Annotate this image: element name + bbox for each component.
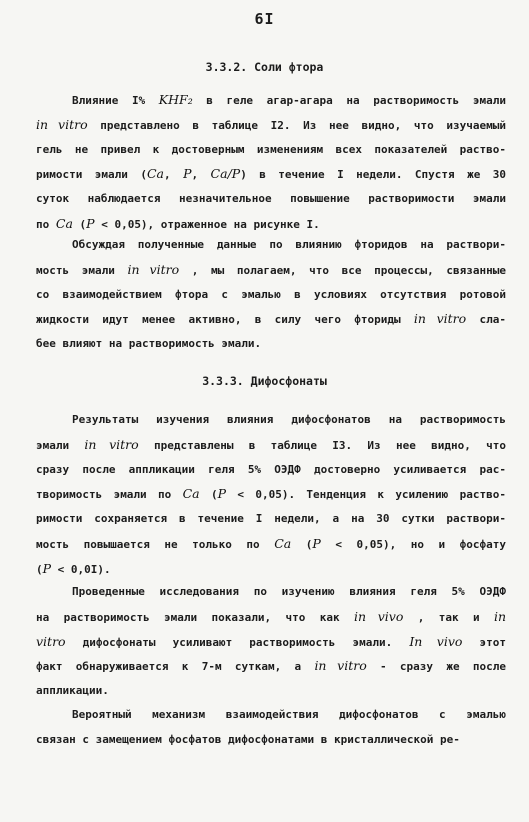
typed-text: сла-	[466, 313, 506, 327]
typed-text: дифосфонаты усиливают растворимость эмали.	[65, 635, 410, 649]
typed-text: Обсуждая полученные данные по влиянию фторидов на раствори-	[72, 238, 506, 251]
handwritten-insertion: in vitro	[413, 311, 467, 327]
typed-text: аппликации.	[36, 684, 109, 698]
text-line	[36, 283, 506, 308]
handwritten-insertion: in vitro	[36, 116, 88, 132]
text-line	[36, 113, 506, 138]
typed-text: римости сохраняется в течение I недели, а на 30 сутки раствори-	[36, 512, 506, 526]
page-number: 6I	[254, 10, 275, 28]
text-line	[36, 307, 506, 332]
text-line	[36, 162, 506, 187]
handwritten-insertion: P	[312, 535, 321, 551]
text-line	[36, 703, 506, 728]
typed-text: < 0,0I).	[51, 562, 111, 576]
typed-text: , мы полагаем, что все процессы, связанные	[179, 263, 506, 277]
typed-text: связан с замещением фосфатов дифосфонатами в кристаллической ре-	[36, 732, 460, 746]
handwritten-insertion: Ca	[146, 166, 164, 182]
handwritten-insertion: in vivo	[353, 608, 404, 624]
text-line	[36, 433, 506, 458]
typed-text: Вероятный механизм взаимодействия дифосфонатов с эмалью	[72, 708, 506, 721]
handwritten-insertion: P	[42, 560, 52, 576]
typed-text: гель не привел к достоверным изменениям всех показателей раство-	[36, 142, 506, 156]
text-line	[36, 88, 506, 113]
typed-text: в геле агар-агара на растворимость эмали	[192, 94, 506, 107]
paragraph	[36, 233, 506, 357]
handwritten-insertion: P	[217, 486, 227, 502]
text-line	[36, 557, 506, 582]
typed-text: , так и	[403, 610, 494, 624]
text-line	[36, 458, 506, 483]
typed-text: ,	[191, 168, 211, 182]
section-heading-fluoride-salts: 3.3.2. Соли фтора	[205, 60, 324, 74]
typed-text: суток наблюдается незначительное повышение растворимости эмали	[36, 192, 506, 206]
typed-text: римости эмали (	[36, 168, 147, 182]
typed-text: (	[291, 537, 313, 551]
typed-text: жидкости идут менее активно, в силу чего фториды	[36, 313, 414, 327]
text-line	[36, 728, 506, 753]
paragraph	[36, 580, 506, 704]
text-line	[36, 679, 506, 704]
typed-text: представлены в таблице I3. Из нее видно, что	[138, 438, 506, 452]
typed-text: Проведенные исследования по изучению влияния геля 5% ОЭДФ	[72, 585, 506, 598]
typed-text: бее влияют на растворимость эмали.	[36, 337, 262, 351]
typed-text: мость эмали	[36, 263, 128, 277]
typed-text: ) в течение I недели. Спустя же 30	[240, 168, 506, 182]
text-line	[36, 605, 506, 630]
handwritten-insertion: KHF₂	[158, 92, 193, 107]
text-line	[36, 233, 506, 258]
typed-text: Результаты изучения влияния дифосфонатов на растворимость	[72, 413, 506, 426]
typed-text: сразу после аппликации геля 5% ОЭДФ достоверно усиливается рас-	[36, 462, 506, 476]
typed-text: эмали	[36, 438, 85, 452]
typed-text: < 0,05), но и фосфату	[320, 537, 506, 551]
text-line	[36, 332, 506, 357]
text-line	[36, 408, 506, 433]
paragraph	[36, 88, 506, 237]
text-line	[36, 187, 506, 212]
text-line	[36, 654, 506, 679]
paragraph	[36, 703, 506, 753]
text-line	[36, 630, 506, 655]
text-line	[36, 580, 506, 605]
handwritten-insertion: in	[493, 608, 506, 624]
typed-text: этот	[462, 635, 506, 649]
typed-text: - сразу же после	[366, 660, 506, 674]
text-line	[36, 532, 506, 557]
text-line	[36, 482, 506, 507]
handwritten-insertion: in vitro	[314, 658, 367, 674]
typed-text: (	[36, 562, 43, 576]
typed-text: по	[36, 217, 56, 231]
handwritten-insertion: P	[86, 215, 95, 231]
handwritten-insertion: P	[183, 166, 192, 182]
handwritten-insertion: In vivo	[409, 633, 463, 649]
typed-text: на растворимость эмали показали, что как	[36, 610, 354, 624]
handwritten-insertion: Ca/P	[210, 166, 241, 182]
typed-text: Влияние I%	[72, 94, 159, 107]
typed-text: факт обнаруживается к 7-м суткам, а	[36, 660, 315, 674]
typed-text: (	[199, 488, 218, 502]
handwritten-insertion: in vitro	[127, 261, 180, 277]
paragraph	[36, 408, 506, 582]
typed-text: < 0,05). Тенденция к усилению раство-	[226, 488, 506, 502]
typed-text: представлено в таблице I2. Из нее видно, что изучаемый	[87, 118, 506, 132]
typed-text: творимость эмали по	[36, 488, 183, 502]
handwritten-insertion: in vitro	[84, 436, 139, 452]
handwritten-insertion: Ca	[274, 535, 292, 551]
handwritten-insertion: Ca	[55, 215, 73, 231]
typed-text: ,	[164, 168, 184, 182]
typed-text: мость повышается не только по	[36, 537, 275, 551]
text-line	[36, 507, 506, 532]
handwritten-insertion: vitro	[36, 633, 66, 649]
text-line	[36, 138, 506, 163]
text-line	[36, 258, 506, 283]
typed-text: со взаимодействием фтора с эмалью в условиях отсутствия ротовой	[36, 287, 506, 301]
section-heading-diphosphonates: 3.3.3. Дифосфонаты	[202, 374, 327, 388]
handwritten-insertion: Ca	[182, 486, 200, 502]
typed-text: < 0,05), отраженное на рисунке I.	[94, 217, 320, 231]
typed-text: (	[72, 217, 87, 231]
